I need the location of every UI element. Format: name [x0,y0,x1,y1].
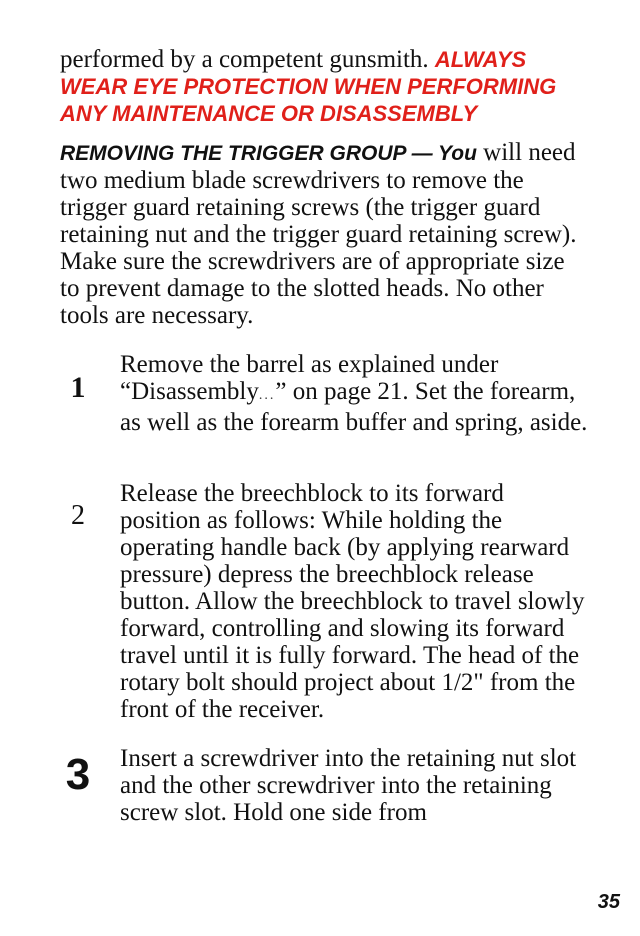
step-text: Insert a screwdriver into the retaining nut slot and the other screwdriver into the retaining screw slot. Hold one side from [120,745,577,826]
step-number: 3 [65,750,91,799]
page-number: 35 [597,891,620,913]
step-number: 2 [71,500,85,531]
step-text: Release the breechblock to its forward position as follows: While holding the operating handle back (by applying rearward pressure) depress the breechblock release button. Allow the breechblock to travel slowly forward, controlling and slowing its forward travel until it is fully forward. The head of the rotary bolt should project about 1/2" from the front of the receiver. [120,480,585,723]
step-text-part: ” on page 21. Set the forearm, as well as the forearm buffer and spring, aside. [120,378,588,436]
step-text-part: Remove the barrel as explained under “Disassembly [120,351,499,405]
intro-paragraph [60,46,580,127]
section-body: will need two medium blade screwdrivers to remove the trigger guard retaining screws (the trigger guard retaining nut and the trigger guard retaining screw). Make sure the screwdrivers are of appropriate size to prevent damage to the slotted heads. No other tools are necessary. [60,139,577,329]
ellipsis: ... [258,388,276,403]
trigger-group-section [60,139,580,329]
step-number: 1 [70,371,86,404]
step-text [120,351,590,436]
eye-protection-warning: ALWAYS WEAR EYE PROTECTION WHEN PERFORMING ANY MAINTENANCE OR DISASSEMBLY [60,47,557,126]
section-heading: REMOVING THE TRIGGER GROUP — You [60,142,477,165]
intro-text: performed by a competent gunsmith. [60,46,429,73]
